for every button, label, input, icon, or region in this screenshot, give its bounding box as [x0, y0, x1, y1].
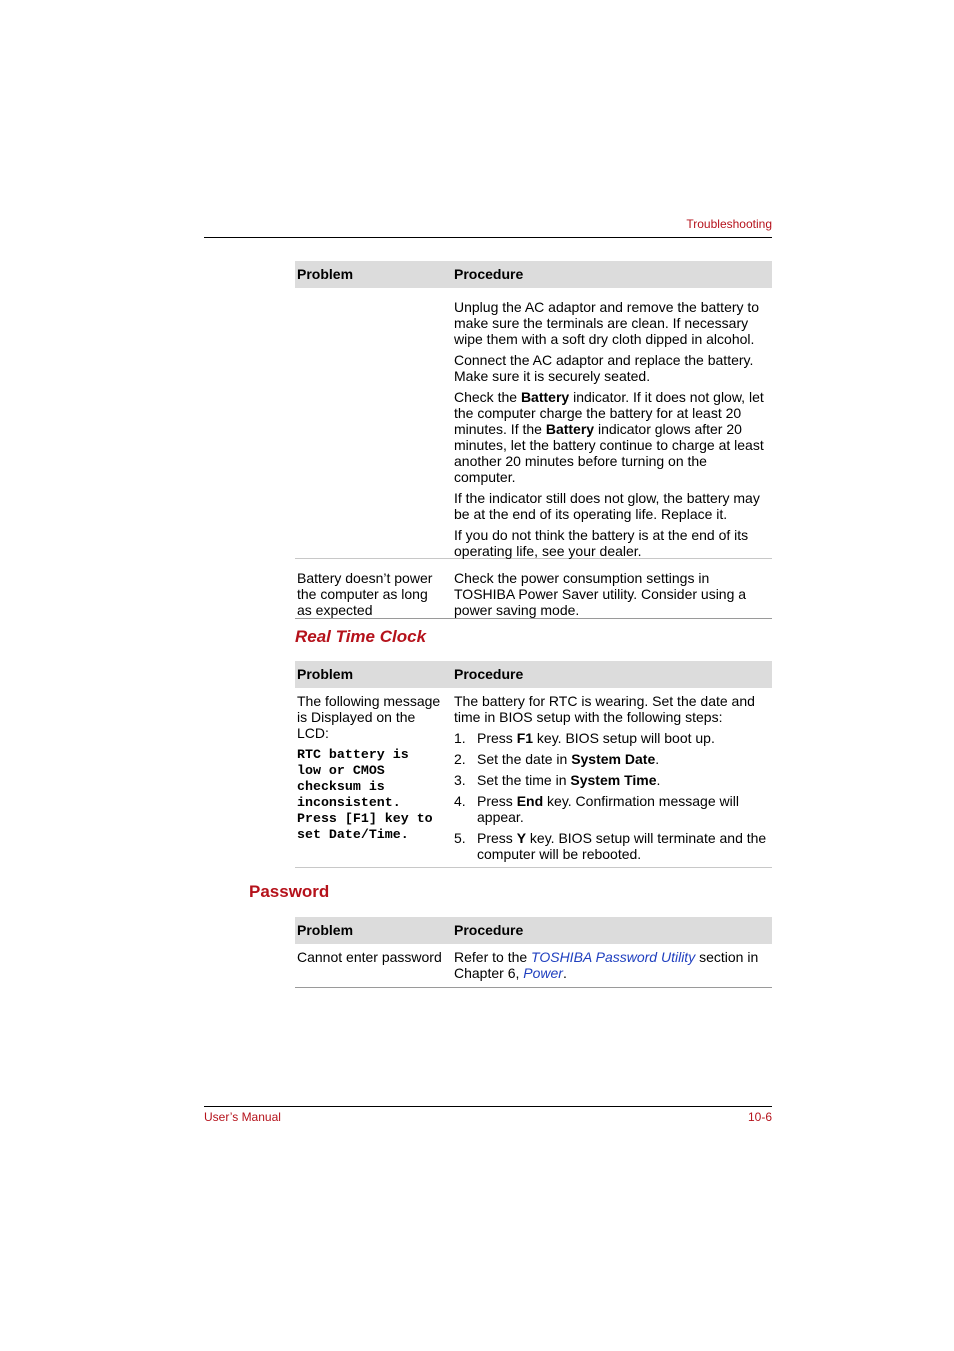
procedure-paragraph: If you do not think the battery is at the end of its operating life, see your dealer. — [454, 527, 749, 559]
procedure-cell: Check the power consumption settings in TOSHIBA Power Saver utility. Consider using a power saving mode. — [454, 570, 747, 618]
table-header — [295, 661, 772, 688]
problem-cell: Battery doesn’t power the computer as long as expected — [297, 570, 433, 618]
footer-title: User’s Manual — [204, 1110, 281, 1124]
col-procedure: Procedure — [454, 266, 524, 282]
table-row — [295, 944, 772, 988]
col-problem: Problem — [297, 922, 354, 938]
running-header: Troubleshooting — [686, 217, 772, 231]
power-chapter-link[interactable]: Power — [523, 965, 563, 981]
step-item: 3. Set the time in System Time. — [454, 772, 661, 788]
step-item: 1. Press F1 key. BIOS setup will boot up. — [454, 730, 715, 746]
step-item: 2. Set the date in System Date. — [454, 751, 660, 767]
section-title-rtc: Real Time Clock — [295, 627, 427, 646]
problem-cell: Cannot enter password — [297, 949, 442, 965]
procedure-cell: Refer to the TOSHIBA Password Utility section in Chapter 6, Power. — [454, 949, 759, 981]
footer-rule — [204, 1106, 772, 1107]
procedure-paragraph: Check the Battery indicator. If it does not glow, let the computer charge the battery for at least 20 minutes. If the Battery indicator glows after 20 minutes, let the battery continue to charge at least another 20 minutes before turning on the computer. — [454, 389, 764, 485]
section-title-password: Password — [249, 882, 330, 901]
procedure-paragraph: Connect the AC adaptor and replace the battery. Make sure it is securely seated. — [454, 352, 754, 384]
battery-table — [295, 261, 772, 619]
rtc-table — [295, 661, 772, 868]
table-header — [295, 261, 772, 288]
header-rule — [204, 237, 772, 238]
procedure-cell — [454, 688, 768, 862]
procedure-intro: The battery for RTC is wearing. Set the date and time in BIOS setup with the following steps: — [454, 693, 755, 725]
problem-cell — [297, 693, 442, 843]
table-header — [295, 917, 772, 944]
col-problem: Problem — [297, 266, 354, 282]
page-number: 10-6 — [747, 1110, 772, 1124]
password-table — [295, 917, 772, 988]
procedure-paragraph: Unplug the AC adaptor and remove the battery to make sure the terminals are clean. If necessary wipe them with a soft dry cloth dipped in alcohol. — [454, 299, 760, 347]
error-message: RTC battery is low or CMOS checksum is inconsistent. Press [F1] key to set Date/Time. — [297, 747, 433, 842]
table-row — [295, 559, 772, 619]
problem-text: The following message is Displayed on the LCD: — [297, 693, 441, 741]
col-procedure: Procedure — [454, 922, 524, 938]
col-procedure: Procedure — [454, 666, 524, 682]
table-row — [295, 288, 772, 559]
step-item: 5. Press Y key. BIOS setup will terminate and the computer will be rebooted. — [454, 830, 767, 862]
col-problem: Problem — [297, 666, 354, 682]
procedure-paragraph: If the indicator still does not glow, the battery may be at the end of its operating life. Replace it. — [454, 490, 760, 522]
step-item: 4. Press End key. Confirmation message will appear. — [454, 793, 739, 825]
procedure-cell — [454, 288, 768, 559]
password-utility-link[interactable]: TOSHIBA Password Utility — [531, 949, 696, 965]
table-row — [295, 688, 772, 868]
